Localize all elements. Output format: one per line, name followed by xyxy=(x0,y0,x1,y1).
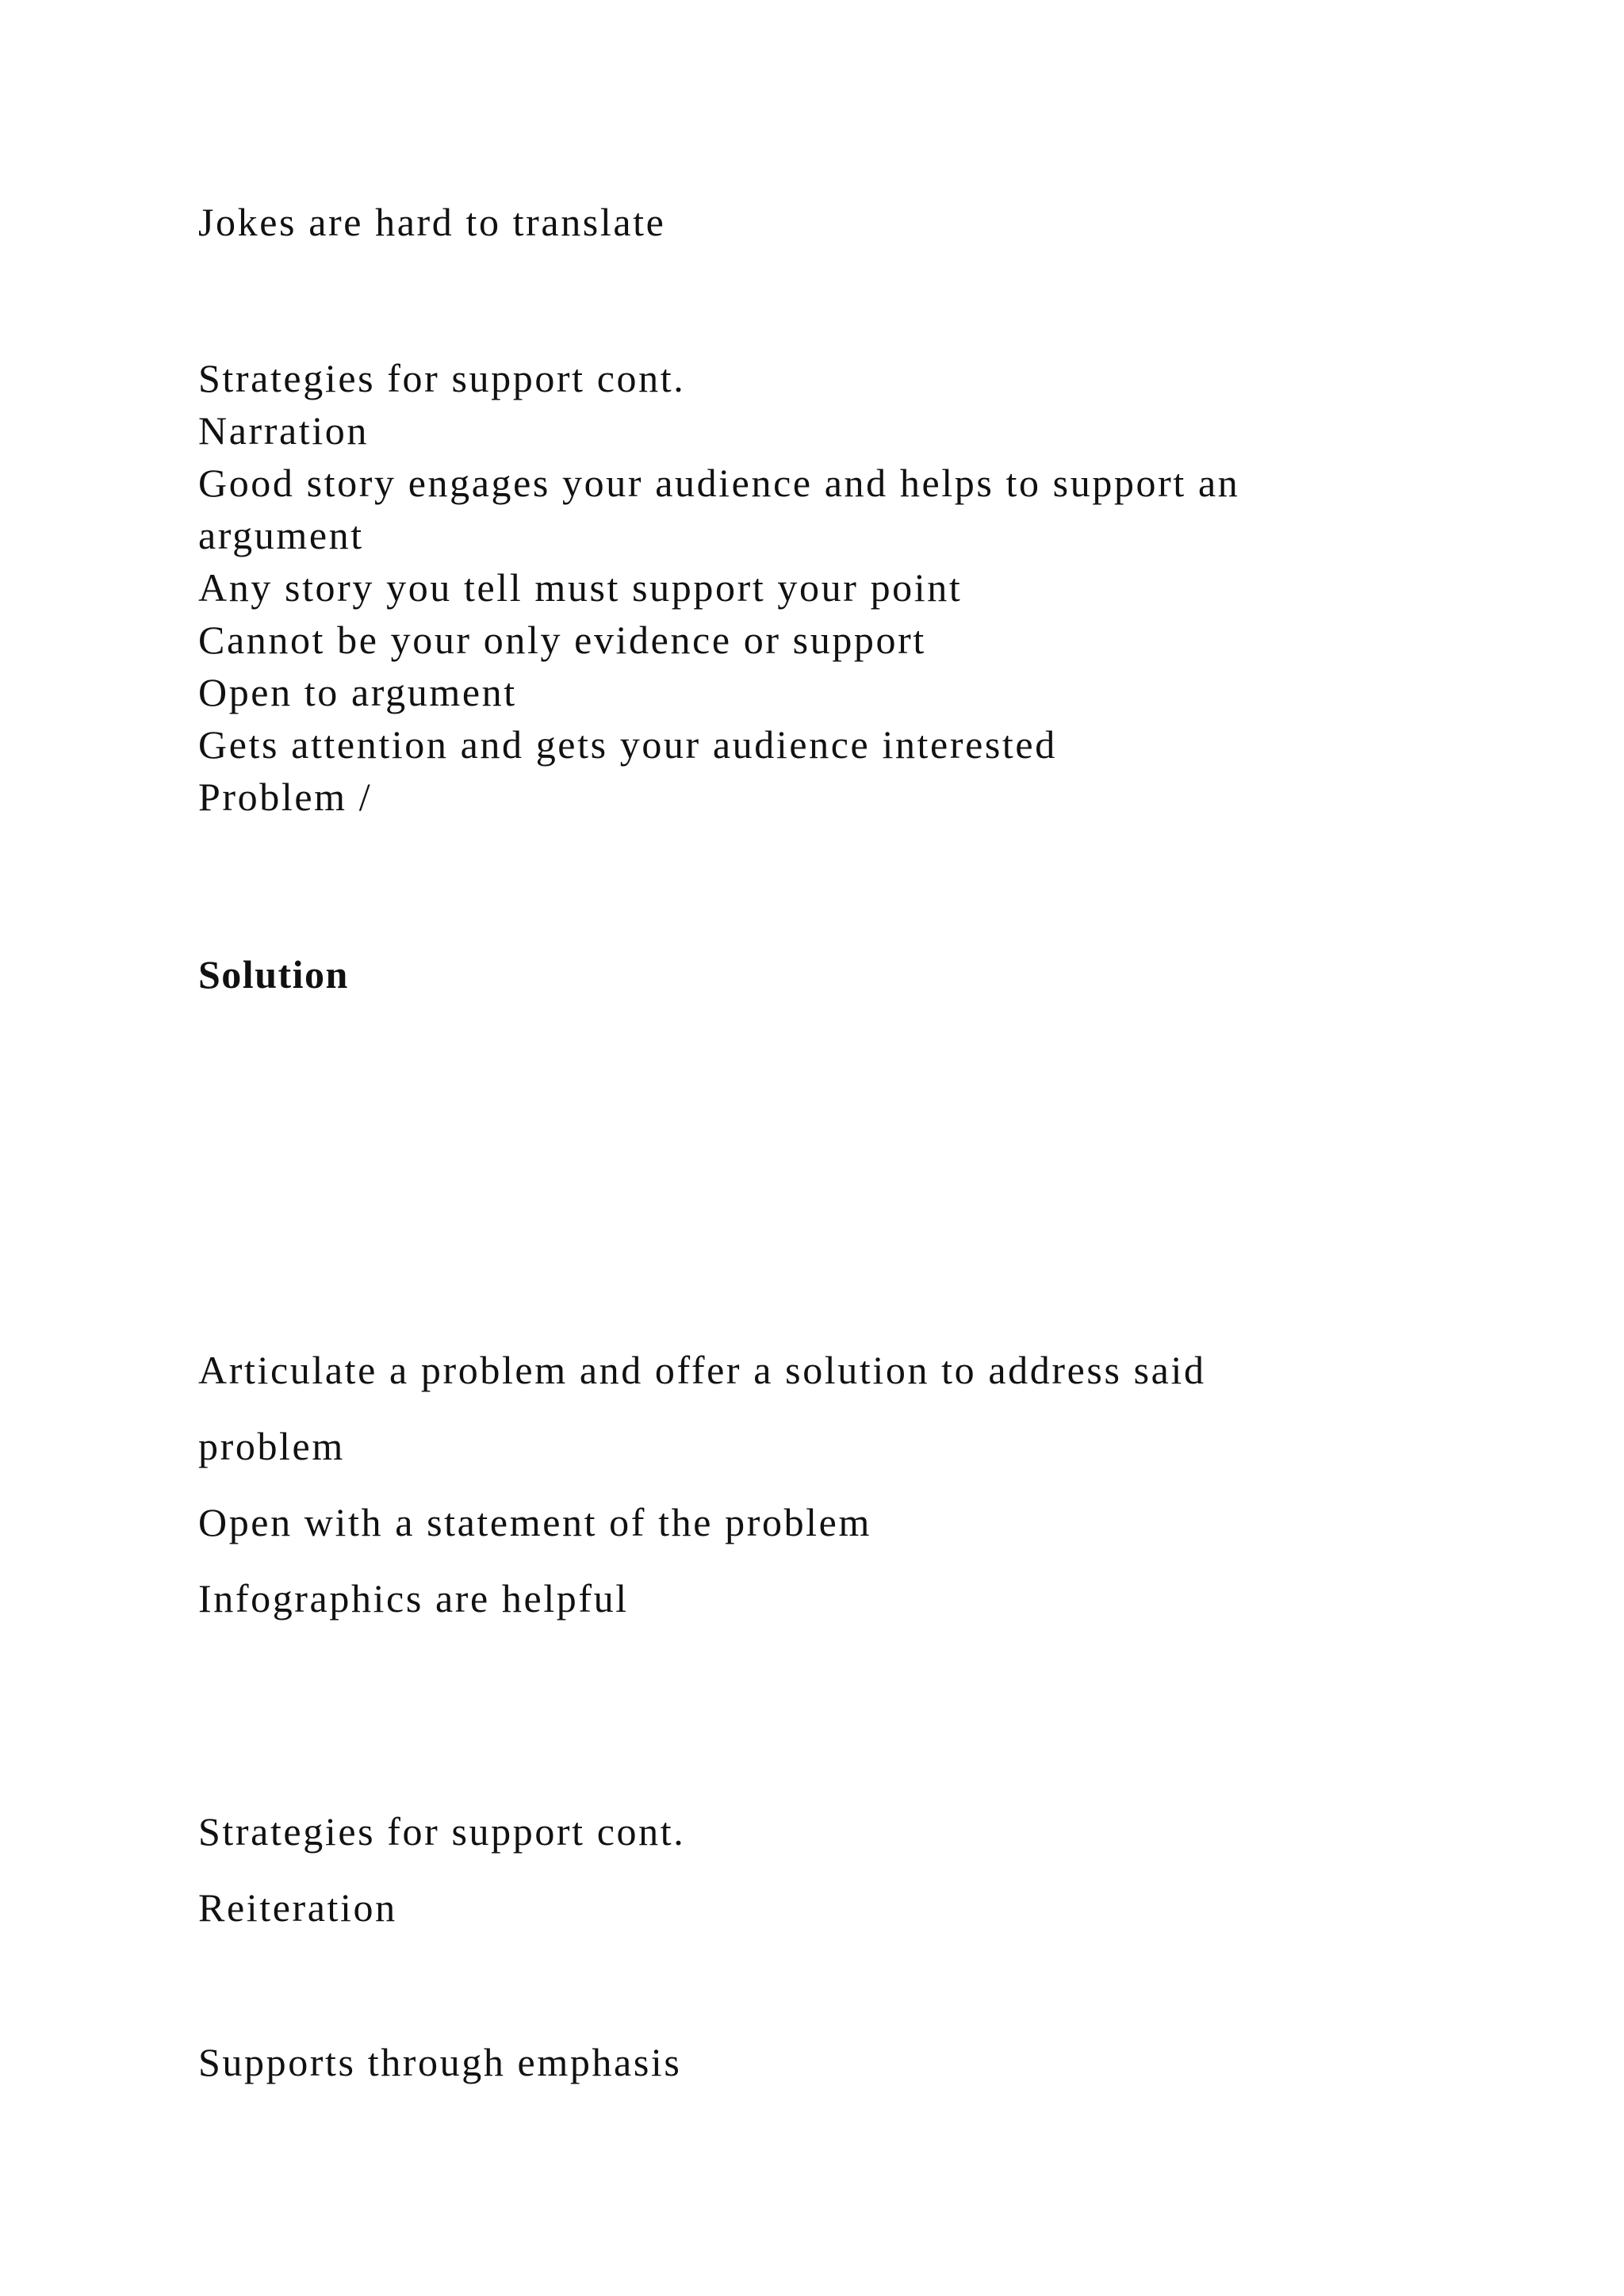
text-line-supports-emphasis: Supports through emphasis xyxy=(198,2040,682,2084)
text-line-open-to-argument: Open to argument xyxy=(198,670,517,714)
text-line-cannot-be: Cannot be your only evidence or support xyxy=(198,618,926,662)
text-line-gets-attention: Gets attention and gets your audience interested xyxy=(198,722,1057,767)
text-line-jokes: Jokes are hard to translate xyxy=(198,200,666,244)
text-line-strategies-heading-2: Strategies for support cont. xyxy=(198,1809,686,1854)
text-line-articulate: Articulate a problem and offer a solution to address said xyxy=(198,1348,1206,1392)
text-line-any-story: Any story you tell must support your point xyxy=(198,565,963,610)
text-line-argument: argument xyxy=(198,513,364,557)
text-line-infographics: Infographics are helpful xyxy=(198,1576,629,1621)
heading-solution: Solution xyxy=(198,952,349,997)
text-line-open-with: Open with a statement of the problem xyxy=(198,1500,871,1544)
text-line-problem-slash: Problem / xyxy=(198,775,373,819)
text-line-reiteration: Reiteration xyxy=(198,1885,397,1930)
text-line-narration: Narration xyxy=(198,408,369,453)
text-line-good-story: Good story engages your audience and helps to support an xyxy=(198,461,1240,505)
text-line-problem: problem xyxy=(198,1424,345,1468)
text-line-strategies-heading: Strategies for support cont. xyxy=(198,356,686,400)
